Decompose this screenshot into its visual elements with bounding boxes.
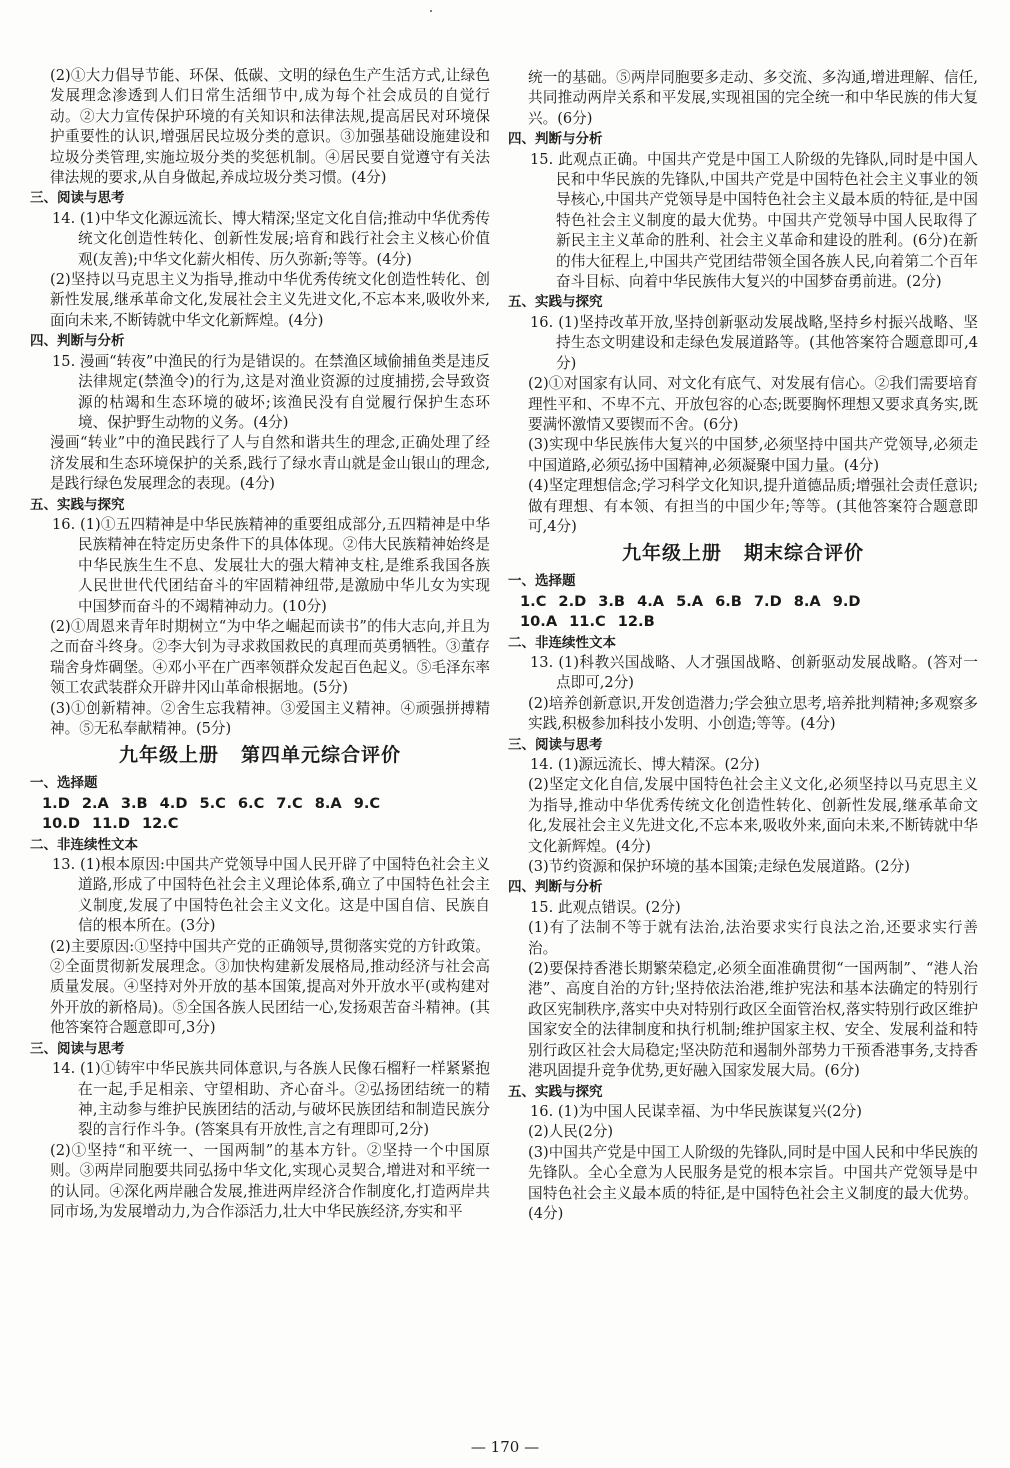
answer-paragraph: 14. (1)源远流长、博大精深。(2分) [530,756,760,773]
answer-paragraph: (2)坚定文化自信,发展中国特色社会主义文化,必须坚持以马克思主义为指导,推动中华优秀传统文化创造性转化、创新性发展,继承革命文化,发展社会主义先进文化,不忘本来,吸收外来,面向未来,不断铸就中华文化新辉煌。(4分) [528,776,978,855]
answer-paragraph: 14. (1)①铸牢中华民族共同体意识,与各族人民像石榴籽一样紧紧抱在一起,手足相亲、守望相助、齐心奋斗。②弘扬团结统一的精神,主动参与维护民族团结的活动,与破坏民族团结和制造民族分裂的言行作斗争。(答案具有开放性,言之有理即可,2分) [52,1060,490,1139]
answer-paragraph: 16. (1)为中国人民谋幸福、为中华民族谋复兴(2分) [530,1102,862,1120]
answer-paragraph: (3)中国共产党是中国工人阶级的先锋队,同时是中国人民和中华民族的先锋队。全心全意为人民服务是党的根本宗旨。中国共产党领导是中国特色社会主义最本质的特征,是中国特色社会主义制度的最大优势。(4分) [528,1143,978,1222]
answer-paragraph: (3)节约资源和保护环境的基本国策;走绿色发展道路。(2分) [528,858,910,876]
unit-title-grade: 九年级上册 [621,542,722,565]
section-heading: 五、实践与探究 [508,1083,603,1100]
section-heading: 二、非连续性文本 [508,634,616,651]
section-heading: 一、选择题 [508,573,576,590]
answer-paragraph: 统一的基础。⑤两岸同胞要多走动、多交流、多沟通,增进理解、信任,共同推动两岸关系和平发展,实现祖国的完全统一和中华民族的伟大复兴。(6分) [528,69,978,127]
choice-answer: 3.B [120,794,148,812]
choice-answer: 10.A [520,613,558,631]
unit-title-grade: 九年级上册 [118,744,219,767]
answer-paragraph: (4)坚定理想信念;学习科学文化知识,提升道德品质;增强社会责任意识;做有理想、有本领、有担当的中国少年;等等。(其他答案符合题意即可,4分) [528,477,978,535]
choice-answer: 6.B [715,592,742,610]
section-heading: 三、阅读与思考 [30,190,125,207]
answer-paragraph: (2)①坚持“和平统一、一国两制”的基本方针。②坚持一个中国原则。③两岸同胞要共同弘扬中华文化,实现心灵契合,增进对和平统一的认同。④深化两岸融合发展,推进两岸经济合作制度化,打造两岸共同市场,为发展增动力,为合作添活力,壮大中华民族经济,夯实和平 [50,1141,490,1220]
section-heading: 四、判断与分析 [508,879,603,896]
choice-answer: 8.A [314,794,342,812]
answer-paragraph: 14. (1)中华文化源远流长、博大精深;坚定文化自信;推动中华优秀传统文化创造性转化、创新性发展;培育和践行社会主义核心价值观(友善);中华文化薪火相传、历久弥新;等等。(4分) [52,209,490,268]
answer-paragraph: 13. (1)科教兴国战略、人才强国战略、创新驱动发展战略。(答对一点即可,2分) [530,653,978,692]
unit-title-name: 期末综合评价 [744,542,865,565]
answer-paragraph: 15. 此观点正确。中国共产党是中国工人阶级的先锋队,同时是中国人民和中华民族的先锋队,中国共产党是中国特色社会主义事业的领导核心,中国共产党领导是中国特色社会主义最本质的特征,是中国特色社会主义制度的最大优势。中国共产党领导中国人民取得了新民主主义革命的胜利、社会主义革命和建设的胜利。(6分)在新的伟大征程上,中国共产党团结带领全国各族人民,向着第二个百年奋斗目标、向着中华民族伟大复兴的中国梦奋勇前进。(2分) [530,150,978,291]
left-column [30,66,490,1222]
answer-paragraph: (3)实现中华民族伟大复兴的中国梦,必须坚持中国共产党领导,必须走中国道路,必须弘扬中国精神,必须凝聚中国力量。(4分) [528,436,978,474]
answer-paragraph: (1)有了法制不等于就有法治,法治要求实行良法之治,还要求实行善治。 [528,919,978,957]
section-heading: 三、阅读与思考 [30,1040,125,1057]
answer-paragraph: (2)①大力倡导节能、环保、低碳、文明的绿色生产生活方式,让绿色发展理念渗透到人们日常生活细节中,成为每个社会成员的自觉行动。②大力宣传保护环境的有关知识和法律法规,提高居民对环境保护重要性的认识,增强居民垃圾分类的意识。③加强基础设施建设和垃圾分类管理,实施垃圾分类的奖惩机制。④居民要自觉遵守有关法律法规的要求,从自身做起,养成垃圾分类习惯。(4分) [50,67,490,187]
choice-answer: 12.C [141,815,179,833]
choice-answer: 1.D [42,794,70,812]
choice-answer: 2.D [558,592,587,610]
choice-answers [30,794,490,814]
choice-answers [508,592,978,612]
answer-paragraph: (2)①周恩来青年时期树立“为中华之崛起而读书”的伟大志向,并且为之而奋斗终身。②李大钊为寻求救国救民的真理而英勇牺牲。③董存瑞舍身炸碉堡。④邓小平在广西率领群众发起百色起义。⑤毛泽东率领工农武装群众开辟井冈山革命根据地。(5分) [50,617,490,697]
choice-answer: 3.B [598,592,626,610]
section-heading: 三、阅读与思考 [508,736,603,753]
right-column [508,68,978,1224]
section-heading: 五、实践与探究 [508,294,603,311]
choice-answer: 7.D [753,592,782,610]
unit-title [508,541,978,565]
choice-answer: 6.C [237,794,265,812]
choice-answer: 10.D [42,815,80,833]
section-heading: 四、判断与分析 [508,131,603,148]
page-number: — 170 — [470,1438,540,1456]
choice-answers [30,814,490,834]
answer-paragraph: 13. (1)根本原因:中国共产党领导中国人民开辟了中国特色社会主义道路,形成了中国特色社会主义理论体系,确立了中国特色社会主义制度,发展了中国特色社会主义文化。这是中国自信、民族自信的根本所在。(3分) [52,856,490,935]
section-heading: 四、判断与分析 [30,333,125,350]
answer-paragraph: (2)主要原因:①坚持中国共产党的正确领导,贯彻落实党的方针政策。②全面贯彻新发展理念。③加快构建新发展格局,推动经济与社会高质量发展。④坚持对外开放的基本国策,提高对外开放水平(或构建对外开放的新格局)。⑤全国各族人民团结一心,发扬艰苦奋斗精神。(其他答案符合题意即可,3分) [50,937,490,1037]
choice-answer: 11.D [91,815,130,833]
answer-paragraph: (2)要保持香港长期繁荣稳定,必须全面准确贯彻“一国两制”、“港人治港”、高度自治的方针;坚持依法治港,维护宪法和基本法确定的特别行政区宪制秩序,落实中央对特别行政区全面管治权,落实特别行政区维护国家安全的法律制度和执行机制;维护国家主权、安全、发展利益和特别行政区社会大局稳定;坚决防范和遏制外部势力干预香港事务,支持香港巩固提升竞争优势,更好融入国家发展大局。(6分) [528,960,978,1080]
answer-paragraph: 16. (1)①五四精神是中华民族精神的重要组成部分,五四精神是中华民族精神在特定历史条件下的具体体现。②伟大民族精神始终是中华民族生生不息、发展壮大的强大精神支柱,是维系我国各族人民世世代代团结奋斗的牢固精神纽带,是激励中华儿女为实现中国梦而奋斗的不竭精神动力。(10分) [52,515,490,615]
choice-answer: 1.C [520,592,547,610]
answer-paragraph: 漫画“转业”中的渔民践行了人与自然和谐共生的理念,正确处理了经济发展和生态环境保护的关系,践行了绿水青山就是金山银山的理念,是践行绿色发展理念的表现。(4分) [50,434,490,493]
answer-paragraph: (2)坚持以马克思主义为指导,推动中华优秀传统文化创造性转化、创新性发展,继承革命文化,发展社会主义先进文化,不忘本来,吸收外来,面向未来,不断铸就中华文化新辉煌。(4分) [50,271,490,329]
scan-speck [430,10,432,12]
choice-answers [508,612,978,632]
answer-paragraph: (2)人民(2分) [528,1123,614,1141]
choice-answer: 2.A [81,794,109,812]
choice-answer: 9.D [832,592,861,610]
choice-answer: 7.C [276,794,303,812]
choice-answer: 8.A [793,592,821,610]
answer-paragraph: 15. 此观点错误。(2分) [530,898,681,916]
choice-answer: 11.C [569,613,606,631]
choice-answer: 5.A [676,592,704,610]
choice-answer: 12.B [617,613,655,631]
choice-answer: 4.D [159,794,188,812]
answer-paragraph: 16. (1)坚持改革开放,坚持创新驱动发展战略,坚持乡村振兴战略、坚持生态文明建设和走绿色发展道路等。(其他答案符合题意即可,4分) [530,313,978,372]
unit-title [30,743,490,767]
choice-answer: 9.C [353,794,381,812]
unit-title-name: 第四单元综合评价 [241,744,402,767]
choice-answer: 4.A [637,592,665,610]
choice-answer: 5.C [199,794,226,812]
answer-paragraph: (2)培养创新意识,开发创造潜力;学会独立思考,培养批判精神;多观察多实践,积极参加科技小发明、小创造;等等。(4分) [528,694,978,733]
section-heading: 五、实践与探究 [30,496,125,513]
answer-paragraph: (2)①对国家有认同、对文化有底气、对发展有信心。②我们需要培育理性平和、不卑不亢、开放包容的心态;既要胸怀理想又要求真务实,既要满怀激情又要锲而不舍。(6分) [528,375,978,433]
section-heading: 一、选择题 [30,775,98,792]
answer-paragraph: 15. 漫画“转夜”中渔民的行为是错误的。在禁渔区域偷捕鱼类是违反法律规定(禁渔令)的行为,这是对渔业资源的过度捕捞,会导致资源的枯竭和生态环境的破坏;该渔民没有自觉履行保护生态环境、保护野生动物的义务。(4分) [52,352,490,431]
section-heading: 二、非连续性文本 [30,836,138,853]
answer-paragraph: (3)①创新精神。②舍生忘我精神。③爱国主义精神。④顽强拼搏精神。⑤无私奉献精神。(5分) [50,699,490,737]
